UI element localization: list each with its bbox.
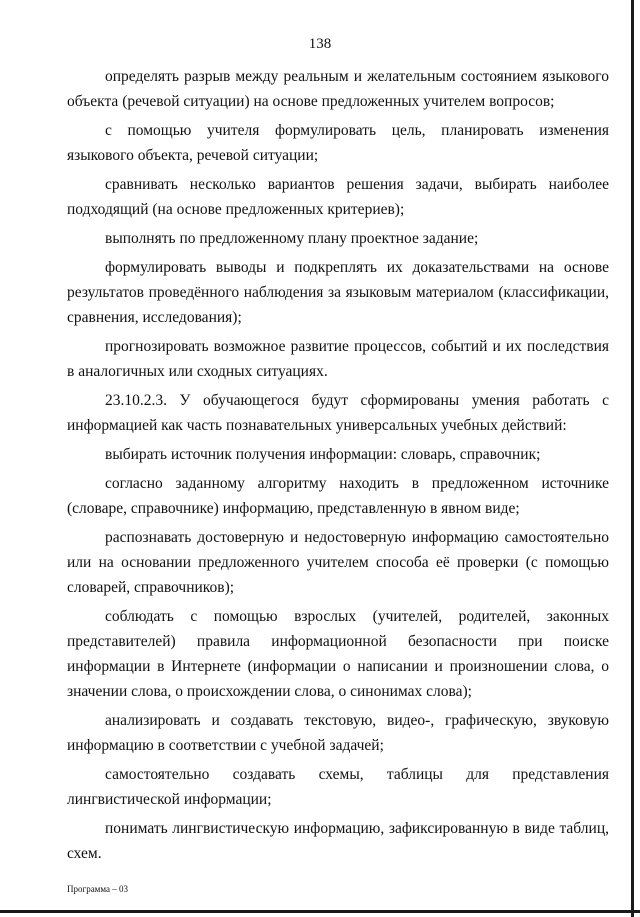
paragraph: определять разрыв между реальным и желательным состоянием языкового объекта (речевой ситуации) на основе предложенных учителем вопросов; [67, 68, 609, 110]
page-border-right [631, 0, 634, 917]
paragraph: сравнивать несколько вариантов решения задачи, выбирать наиболее подходящий (на основе предложенных критериев); [67, 176, 609, 218]
paragraph: с помощью учителя формулировать цель, планировать изменения языкового объекта, речевой ситуации; [67, 122, 609, 164]
paragraph: анализировать и создавать текстовую, видео-, графическую, звуковую информацию в соответствии с учебной задачей; [67, 712, 609, 754]
page-number: 138 [308, 36, 332, 52]
document-body [67, 64, 609, 866]
paragraph: формулировать выводы и подкреплять их доказательствами на основе результатов проведённого наблюдения за языковым материалом (классификации, сравнения, исследования); [67, 259, 609, 326]
section-heading-paragraph: 23.10.2.3. У обучающегося будут сформированы умения работать с информацией как часть познавательных универсальных учебных действий: [67, 392, 609, 434]
paragraph: согласно заданному алгоритму находить в предложенном источнике (словаре, справочнике) информацию, представленную в явном виде; [67, 475, 609, 517]
footer-program-code: Программа – 03 [67, 884, 129, 894]
paragraph: понимать лингвистическую информацию, зафиксированную в виде таблиц, схем. [67, 820, 609, 862]
paragraph: прогнозировать возможное развитие процессов, событий и их последствия в аналогичных или сходных ситуациях. [67, 338, 609, 380]
paragraph: распознавать достоверную и недостоверную информацию самостоятельно или на основании предложенного учителем способа её проверки (с помощью словарей, справочников); [67, 529, 609, 596]
page-border-bottom [0, 910, 640, 913]
paragraph: самостоятельно создавать схемы, таблицы для представления лингвистической информации; [67, 766, 609, 808]
paragraph: выполнять по предложенному плану проектное задание; [105, 230, 479, 247]
paragraph: соблюдать с помощью взрослых (учителей, родителей, законных представителей) правила информационной безопасности при поиске информации в Интернете (информации о написании и произношении слова, о значении слова, о происхождении слова, о синонимах слова); [67, 608, 609, 700]
paragraph: выбирать источник получения информации: словарь, справочник; [105, 446, 541, 463]
